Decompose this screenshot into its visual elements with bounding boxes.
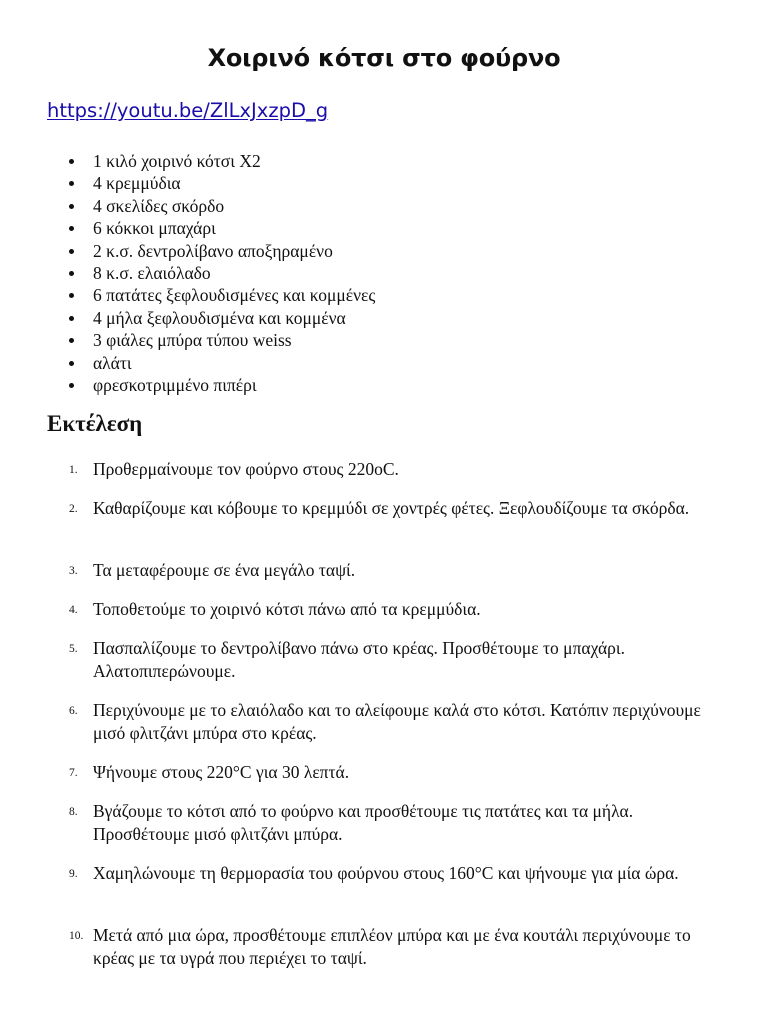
ingredient-item: 2 κ.σ. δεντρολίβανο αποξηραμένο	[0, 240, 375, 262]
step-number: 9.	[69, 868, 78, 880]
section-heading: Εκτέλεση	[47, 411, 143, 436]
step-text: Χαμηλώνουμε τη θερμορασία του φούρνου στους 160°C και ψήνουμε για μία ώρα.	[93, 863, 679, 883]
step-number: 6.	[69, 705, 78, 717]
youtube-link[interactable]: https://youtu.be/ZlLxJxzpD_g	[47, 99, 329, 122]
step-text: Τα μεταφέρουμε σε ένα μεγάλο ταψί.	[93, 560, 356, 580]
page-title: Χοιρινό κότσι στο φούρνο	[207, 44, 561, 72]
step-text: Πασπαλίζουμε το δεντρολίβανο πάνω στο κρέας. Προσθέτουμε το μπαχάρι. Αλατοπιπερώνουμε.	[93, 638, 625, 681]
ingredient-item: 6 κόκκοι μπαχάρι	[0, 217, 375, 239]
ingredient-item: 3 φιάλες μπύρα τύπου weiss	[0, 329, 375, 351]
step-number: 10.	[69, 930, 84, 942]
step-text: Καθαρίζουμε και κόβουμε το κρεμμύδι σε χοντρές φέτες. Ξεφλουδίζουμε τα σκόρδα.	[93, 498, 690, 518]
step-text: Περιχύνουμε με το ελαιόλαδο και το αλείφουμε καλά στο κότσι. Κατόπιν περιχύνουμε μισό φλιτζάνι μπύρα στο κρέας.	[93, 700, 701, 743]
step-number: 2.	[69, 503, 78, 515]
step-number: 1.	[69, 464, 78, 476]
step-number: 4.	[69, 604, 78, 616]
step-text: Τοποθετούμε το χοιρινό κότσι πάνω από τα κρεμμύδια.	[93, 599, 481, 619]
step-number: 7.	[69, 767, 78, 779]
ingredients-list	[0, 150, 375, 396]
step-text: Βγάζουμε το κότσι από το φούρνο και προσθέτουμε τις πατάτες και τα μήλα. Προσθέτουμε μισό φλιτζάνι μπύρα.	[93, 801, 634, 844]
ingredient-item: 4 κρεμμύδια	[0, 172, 375, 194]
ingredient-item: 4 μήλα ξεφλουδισμένα και κομμένα	[0, 307, 375, 329]
step-text: Μετά από μια ώρα, προσθέτουμε επιπλέον μπύρα και με ένα κουτάλι περιχύνουμε το κρέας με τα υγρά που περιέχει το ταψί.	[93, 925, 691, 968]
ingredient-item: αλάτι	[0, 352, 375, 374]
step-text: Προθερμαίνουμε τον φούρνο στους 220oC.	[93, 459, 399, 479]
ingredient-item: 8 κ.σ. ελαιόλαδο	[0, 262, 375, 284]
ingredient-item: 6 πατάτες ξεφλουδισμένες και κομμένες	[0, 284, 375, 306]
step-number: 5.	[69, 643, 78, 655]
step-number: 3.	[69, 565, 78, 577]
ingredient-item: φρεσκοτριμμένο πιπέρι	[0, 374, 375, 396]
step-number: 8.	[69, 806, 78, 818]
step-text: Ψήνουμε στους 220°C για 30 λεπτά.	[93, 762, 350, 782]
ingredient-item: 1 κιλό χοιρινό κότσι Χ2	[0, 150, 375, 172]
ingredient-item: 4 σκελίδες σκόρδο	[0, 195, 375, 217]
